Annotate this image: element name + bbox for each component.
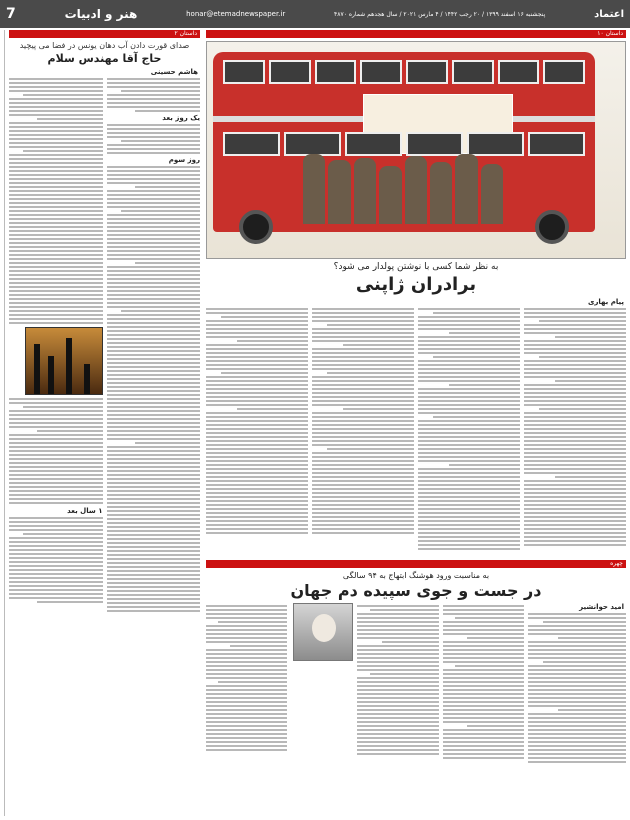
text-column <box>9 76 103 614</box>
masthead <box>0 0 630 28</box>
left-byline: هاشم حسینی <box>150 68 198 76</box>
section-bar-2 <box>206 560 626 568</box>
refinery-photo <box>25 327 103 395</box>
text-column <box>107 76 201 614</box>
second-body <box>206 603 626 773</box>
newspaper-logo: اعتماد <box>594 8 624 20</box>
section-title: هنر و ادبیات <box>64 7 138 21</box>
issue-info: پنجشنبه ۱۶ اسفند ۱۳۹۹ / ۲۰ رجب ۱۴۴۲ / ۴ مارس ۲۰۲۱ / سال هجدهم شماره ۴۸۷۰ <box>334 10 546 18</box>
subhead: یک روز بعد <box>162 114 200 122</box>
bus-shape <box>213 52 595 232</box>
second-kicker: به مناسبت ورود هوشنگ ابتهاج به ۹۴ سالگی <box>342 571 490 580</box>
main-kicker: به نظر شما کسی با نوشتن پولدار می شود؟ <box>333 262 499 272</box>
main-body <box>206 306 626 556</box>
left-section-tag: داستان ۲ <box>174 30 197 37</box>
text-column <box>418 306 520 556</box>
section-tag: داستان ۱۰ <box>597 30 623 37</box>
crowd-figures <box>303 154 503 224</box>
main-area <box>206 30 626 816</box>
second-headline: در جست و جوی سپیده دم جهان <box>290 581 542 600</box>
section-tag-2: چهره <box>610 560 623 567</box>
text-column <box>312 306 414 556</box>
page-number: 7 <box>6 6 16 22</box>
second-byline: امید حوانشیر <box>579 603 624 611</box>
section-bar <box>206 30 626 38</box>
main-byline: پیام بهاری <box>587 298 624 306</box>
subhead: روز سوم <box>168 156 200 164</box>
left-column <box>4 30 200 816</box>
text-column <box>206 306 308 556</box>
email-address[interactable]: honar@etemadnewspaper.ir <box>186 10 286 18</box>
subhead: ۱ سال بعد <box>67 507 103 515</box>
main-headline: برادران ژاپنی <box>355 274 477 295</box>
left-body <box>9 76 200 614</box>
left-headline: حاج آقا مهندس سلام <box>47 52 162 65</box>
left-kicker: صدای قورت دادن آب دهان یونس در فضا می پیچید <box>19 41 190 50</box>
text-column <box>524 306 626 556</box>
bus-photo <box>206 41 626 259</box>
portrait-photo <box>293 603 353 661</box>
left-section-bar <box>9 30 200 38</box>
